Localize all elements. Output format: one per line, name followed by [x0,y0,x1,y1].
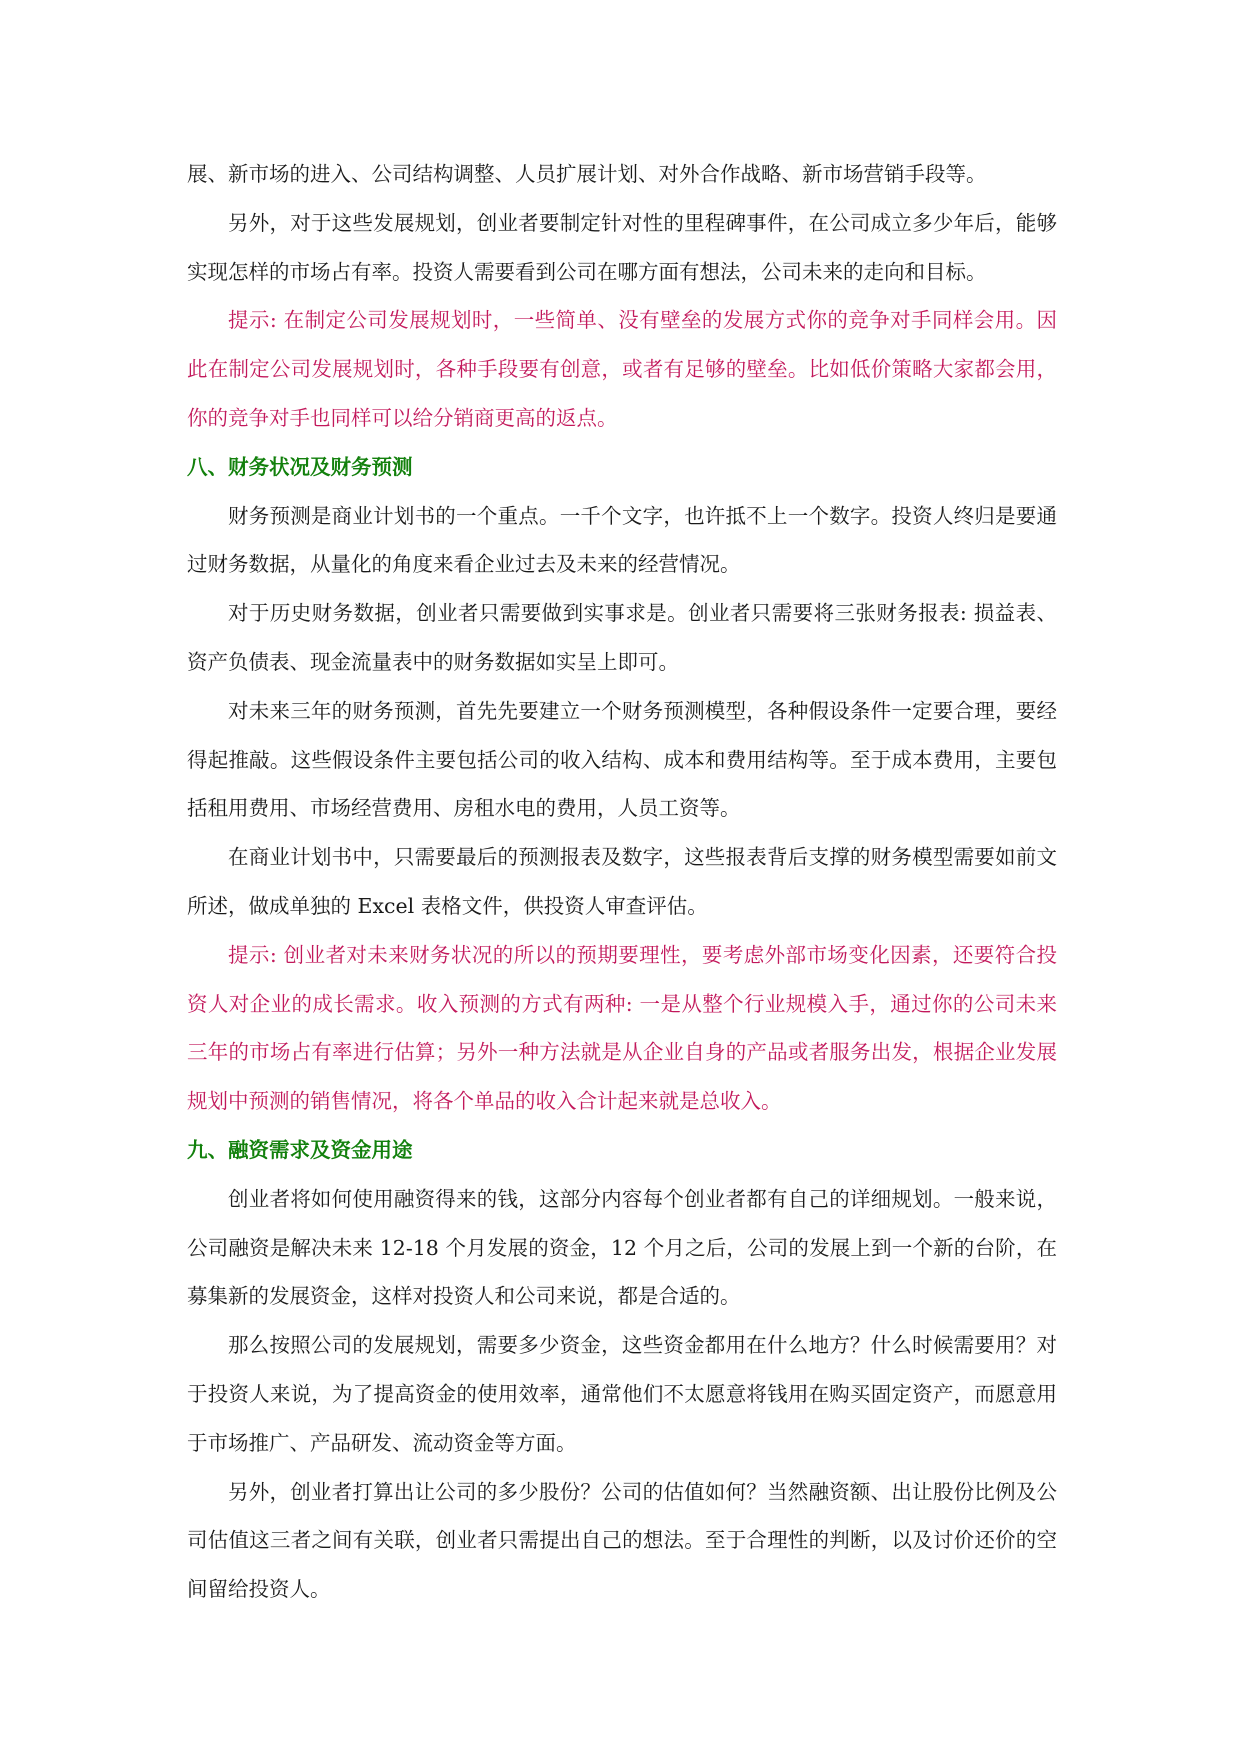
section-heading-finance: 八、财务状况及财务预测 [187,454,413,479]
milestones-paragraph: 另外，对于这些发展规划，创业者要制定针对性的里程碑事件，在公司成立多少年后，能够实现怎样的市场占有率。投资人需要看到公司在哪方面有想法，公司未来的走向和目标。 [187,210,1057,284]
use-of-funds-paragraph: 创业者将如何使用融资得来的钱，这部分内容每个创业者都有自己的详细规划。一般来说，公司融资是解决未来 12-18 个月发展的资金，12 个月之后，公司的发展上到一个新的台阶，在募集新的发展资金，这样对投资人和公司来说，都是合适的。 [187,1186,1057,1309]
history-paragraph: 对于历史财务数据，创业者只需要做到实事求是。创业者只需要将三张财务报表: 损益表、资产负债表、现金流量表中的财务数据如实呈上即可。 [187,601,1057,674]
continuation-paragraph: 展、新市场的进入、公司结构调整、人员扩展计划、对外合作战略、新市场营销手段等。 [187,162,987,186]
how-much-paragraph: 那么按照公司的发展规划，需要多少资金，这些资金都用在什么地方？什么时候需要用？对于投资人来说，为了提高资金的使用效率，通常他们不太愿意将钱用在购买固定资产，而愿意用于市场推广、产品研发、流动资金等方面。 [187,1333,1057,1455]
model-paragraph: 对未来三年的财务预测，首先先要建立一个财务预测模型，各种假设条件一定要合理，要经得起推敲。这些假设条件主要包括公司的收入结构、成本和费用结构等。至于成本费用，主要包括租用费用、市场经营费用、房租水电的费用，人员工资等。 [187,698,1057,821]
equity-paragraph: 另外，创业者打算出让公司的多少股份？公司的估值如何？当然融资额、出让股份比例及公司估值这三者之间有关联，创业者只需提出自己的想法。至于合理性的判断，以及讨价还价的空间留给投资人。 [187,1479,1057,1602]
document-body [187,150,1057,1614]
forecast-focus-paragraph: 财务预测是商业计划书的一个重点。一千个文字，也许抵不上一个数字。投资人终归是要通过财务数据，从量化的角度来看企业过去及未来的经营情况。 [187,503,1057,577]
excel-paragraph: 在商业计划书中，只需要最后的预测报表及数字，这些报表背后支撑的财务模型需要如前文所述，做成单独的 Excel 表格文件，供投资人审查评估。 [187,845,1057,918]
development-tip: 提示: 在制定公司发展规划时，一些简单、没有壁垒的发展方式你的竞争对手同样会用。因此在制定公司发展规划时，各种手段要有创意，或者有足够的壁垒。比如低价策略大家都会用，你的竞争对手也同样可以给分销商更高的返点。 [187,308,1057,430]
section-heading-funding: 九、融资需求及资金用途 [187,1137,413,1162]
finance-tip: 提示: 创业者对未来财务状况的所以的预期要理性，要考虑外部市场变化因素，还要符合投资人对企业的成长需求。收入预测的方式有两种: 一是从整个行业规模入手，通过你的公司未来三年的市场占有率进行估算；另外一种方法就是从企业自身的产品或者服务出发，根据企业发展规划中预测的销售情况，将各个单品的收入合计起来就是总收入。 [187,942,1057,1114]
